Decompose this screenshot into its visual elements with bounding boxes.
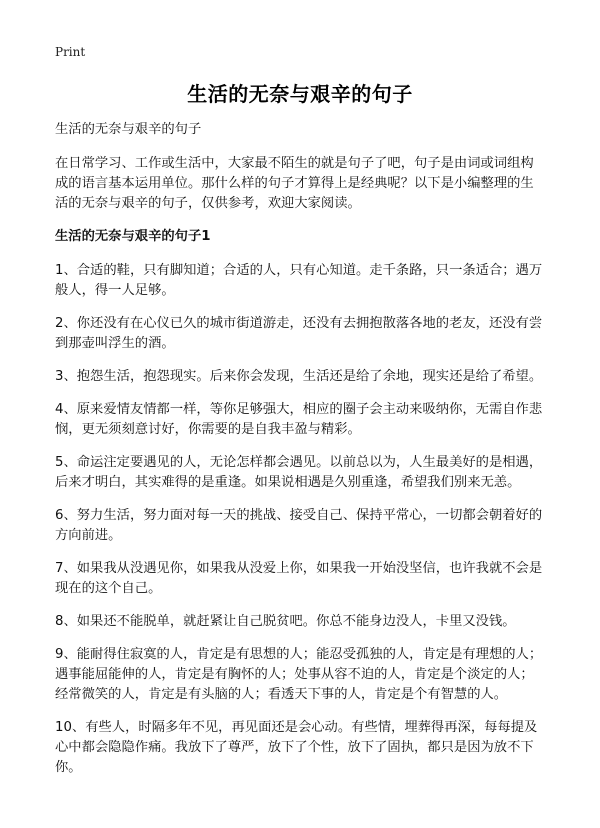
list-item: 4、原来爱情友情都一样，等你足够强大，相应的圈子会主动来吸纳你，无需自作悲悯，更无须刻意讨好，你需要的是自我丰盈与精彩。 (55, 402, 543, 437)
list-item: 8、如果还不能脱单，就赶紧让自己脱贫吧。你总不能身边没人，卡里又没钱。 (55, 614, 516, 629)
intro-paragraph: 在日常学习、工作或生活中，大家最不陌生的就是句子了吧，句子是由词或词组构成的语言基本运用单位。那什么样的句子才算得上是经典呢？以下是小编整理的生活的无奈与艰辛的句子，仅供参考，欢迎大家阅读。 (55, 156, 534, 211)
list-item: 5、命运注定要遇见的人，无论怎样都会遇见。以前总以为，人生最美好的是相遇，后来才明白，其实难得的是重逢。如果说相遇是久别重逢，希望我们别来无恙。 (55, 455, 543, 490)
section-heading: 生活的无奈与艰辛的句子1 (55, 229, 211, 244)
list-item: 2、你还没有在心仪已久的城市街道游走，还没有去拥抱散落各地的老友，还没有尝到那壶叫浮生的酒。 (55, 316, 543, 351)
page-title: 生活的无奈与艰辛的句子 (187, 82, 413, 106)
list-item: 3、抱怨生活，抱怨现实。后来你会发现，生活还是给了余地，现实还是给了希望。 (55, 369, 543, 384)
list-item: 9、能耐得住寂寞的人，肯定是有思想的人；能忍受孤独的人，肯定是有理想的人；遇事能屈能伸的人，肯定是有胸怀的人；处事从容不迫的人，肯定是个淡定的人；经常微笑的人，肯定是有头脑的人；看透天下事的人，肯定是个有智慧的人。 (55, 647, 543, 702)
list-item: 7、如果我从没遇见你，如果我从没爱上你，如果我一开始没坚信，也许我就不会是现在的这个自己。 (55, 561, 543, 596)
list-item: 6、努力生活，努力面对每一天的挑战、接受自己、保持平常心，一切都会朝着好的方向前进。 (55, 508, 543, 543)
list-item: 1、合适的鞋，只有脚知道；合适的人，只有心知道。走千条路，只一条适合；遇万般人，得一人足够。 (55, 263, 543, 298)
article-body (55, 120, 545, 791)
article-subtitle: 生活的无奈与艰辛的句子 (55, 122, 202, 137)
list-item: 10、有些人，时隔多年不见，再见面还是会心动。有些情，埋葬得再深，每每提及心中都会隐隐作痛。我放下了尊严，放下了个性，放下了固执，都只是因为放不下你。 (55, 720, 538, 775)
print-link[interactable]: Print (55, 45, 86, 59)
